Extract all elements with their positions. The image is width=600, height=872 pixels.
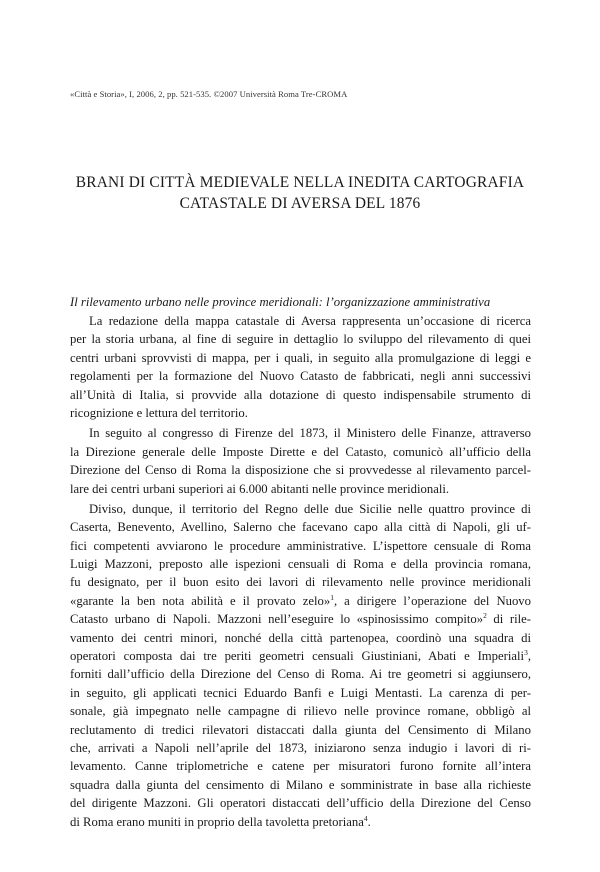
article-body [70, 312, 531, 833]
footnote-marker: 1 [330, 592, 334, 602]
text-line: del dirigente Mazzoni. Gli operatori distaccati dell’ufficio della Direzione del Censo [70, 796, 531, 811]
text-line: lare dei centri urbani superiori ai 6.000 abitanti nelle province meridionali. [70, 481, 450, 496]
text-line: squadra dalla giunta del censimento di Milano e somministrate in base alla richieste [70, 777, 531, 792]
text-line: fu designato, per il buon esito dei lavori di rilevamento nelle province meridionali [70, 575, 531, 590]
text-line: in seguito, gli applicati tecnici Eduardo Banfi e Luigi Mentasti. La carenza di per- [70, 685, 531, 700]
text-line: forniti dall’ufficio della Direzione del Censo di Roma. Ai tre geometri si aggiunsero, [70, 667, 531, 682]
footnote-marker: 4 [363, 813, 368, 823]
text-line: Caserta, Benevento, Avellino, Salerno che facevano capo alla città di Napoli, gli uf- [70, 520, 531, 535]
text-line: centri urbani sprovvisti di mappa, per i quali, in seguito alla promulgazione di leggi e [70, 350, 531, 365]
text-line: Diviso, dunque, il territorio del Regno delle due Sicilie nelle quattro province di [89, 501, 531, 516]
text-line: levamento. Canne triplometriche e catene per misuratori furono fornite all’intera [70, 759, 531, 774]
text-line: che, arrivati a Napoli nell’aprile del 1873, iniziarono senza indugio i lavori di ri- [70, 740, 531, 755]
journal-citation: «Città e Storia», I, 2006, 2, pp. 521-535. ©2007 Università Roma Tre-CROMA [70, 89, 348, 99]
text-line: Direzione del Censo di Roma la disposizione che si provvedesse al rilevamento parcel- [70, 463, 531, 478]
text-line: Luigi Mazzoni, preposto alle ispezioni censuali di Roma e della provincia romana, [70, 557, 531, 572]
text-line: per la storia urbana, al fine di seguire in dettaglio lo sviluppo del rilevamento di quei [70, 332, 531, 347]
text-line: «garante la ben nota abilità e il provato zelo»$^1$, a dirigere l’operazione del Nuovo [70, 592, 531, 608]
text-line: In seguito al congresso di Firenze del 1873, il Ministero delle Finanze, attraverso [89, 426, 531, 441]
text-line: reclutamento di tredici rilevatori distaccati dalla giunta del Censimento di Milano [70, 722, 531, 737]
text-line: regolamenti per la formazione del Nuovo Catasto de fabbricati, negli anni successivi [70, 369, 531, 384]
article-title [60, 172, 540, 214]
text-line: di Roma erano muniti in proprio della tavoletta pretoriana$^4$. [70, 813, 371, 829]
paragraph-1 [70, 312, 531, 422]
paragraph-2 [70, 424, 531, 498]
text-line: all’Unità di Italia, si provvide alla dotazione di questo indispensabile strumento di [70, 387, 531, 402]
text-line: operatori composta dai tre periti geometri censuali Giustiniani, Abati e Imperiali$^3$, [70, 648, 531, 664]
text-line: sonale, già impegnato nelle campagne di rilievo nelle province romane, obbligò al [70, 704, 531, 719]
text-line: la Direzione generale delle Imposte Dirette e del Catasto, comunicò all’ufficio della [70, 444, 531, 459]
text-line: La redazione della mappa catastale di Aversa rappresenta un’occasione di ricerca [89, 314, 531, 328]
paragraph-3 [70, 500, 531, 831]
text-line: ricognizione e lettura del territorio. [70, 405, 248, 420]
article-title-line-1: BRANI DI CITTÀ MEDIEVALE NELLA INEDITA CARTOGRAFIA [75, 174, 525, 191]
section-heading: Il rilevamento urbano nelle province meridionali: l’organizzazione amministrativa [70, 295, 491, 309]
text-line: vamento dei centri minori, nonché della città partenopea, coordinò una squadra di [70, 630, 531, 645]
footnote-marker: 3 [524, 648, 528, 658]
text-line: fici competenti avviarono le procedure amministrative. L’ispettore censuale di Roma [70, 538, 531, 553]
article-title-line-2: CATASTALE DI AVERSA DEL 1876 [179, 195, 421, 212]
footnote-marker: 2 [483, 611, 487, 621]
text-line: Catasto urbano di Napoli. Mazzoni nell’eseguire lo «spinosissimo compito»$^2$ di rile- [70, 611, 531, 627]
